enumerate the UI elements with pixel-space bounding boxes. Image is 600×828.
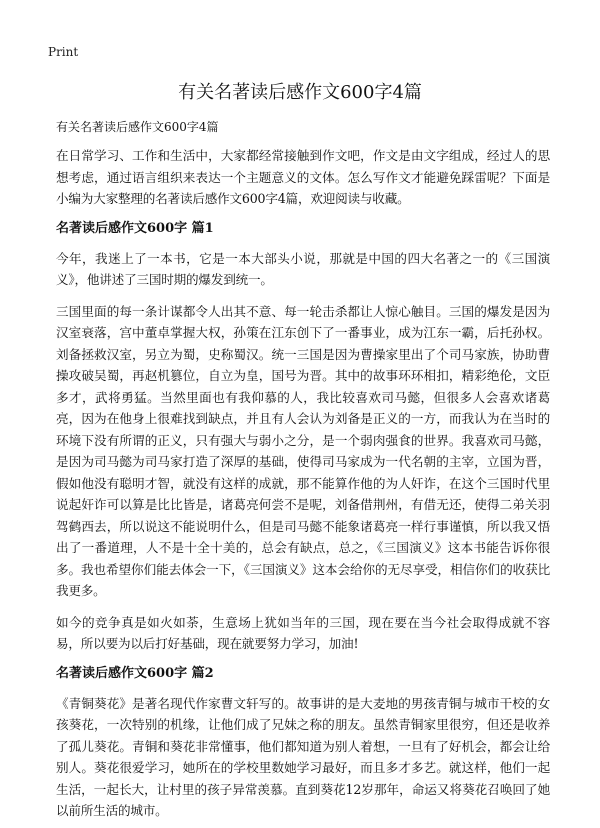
article-subtitle: 有关名著读后感作文600字4篇 bbox=[56, 120, 219, 134]
section-1-paragraph-2: 三国里面的每一条计谋都令人出其不意、每一轮击杀都让人惊心触目。三国的爆发是因为汉室衰落，宫中董卓掌握大权，孙策在江东创下了一番事业，成为江东一霸，后托孙权。刘备拯救汉室，另立为蜀，史称蜀汉。统一三国是因为曹操家里出了个司马家族，协助曹操攻破吴蜀，再赵机篡位，自立为皇，国号为晋。其中的故事环环相扣，精彩绝伦，文臣多才，武将勇猛。当然里面也有我仰慕的人，我比较喜欢司马懿，但很多人会喜欢诸葛亮，因为在他身上很难找到缺点，并且有人会认为刘备是正义的一方，而我认为在当时的环境下没有所谓的正义，只有强大与弱小之分，是一个弱肉强食的世界。我喜欢司马懿，是因为司马懿为司马家打造了深厚的基础，使得司马家成为一代名朝的主宰，立国为晋，假如他没有聪明才智，就没有这样的成就，那不能算作他的为人奸诈，在这个三国时代里说起奸诈可以算是比比皆是，诸葛亮何尝不是呢，刘备借荆州，有借无还，使得二弟关羽驾鹤西去，所以说这不能说明什么，但是司马懿不能象诸葛亮一样行事谨慎，所以我又悟出了一番道理，人不是十全十美的，总会有缺点，总之，《三国演义》这本书能告诉你很多。我也希望你们能去体会一下，《三国演义》这本会给你的无尽享受，相信你们的收获比我更多。 bbox=[56, 303, 550, 598]
intro-paragraph: 在日常学习、工作和生活中，大家都经常接触到作文吧，作文是由文字组成，经过人的思想考虑，通过语言组织来表达一个主题意义的文体。怎么写作文才能避免踩雷呢？下面是小编为大家整理的名著读后感作文600字4篇，欢迎阅读与收藏。 bbox=[56, 148, 550, 206]
print-link[interactable]: Print bbox=[48, 45, 79, 59]
article-body bbox=[56, 119, 550, 828]
section-heading-2: 名著读后感作文600字 篇2 bbox=[56, 665, 214, 681]
page-title: 有关名著读后感作文600字4篇 bbox=[178, 82, 422, 103]
section-1-paragraph-1: 今年，我迷上了一本书，它是一本大部头小说，那就是中国的四大名著之一的《三国演义》，他讲述了三国时期的爆发到统一。 bbox=[56, 250, 550, 287]
section-2-paragraph-1: 《青铜葵花》是著名现代作家曹文轩写的。故事讲的是大麦地的男孩青铜与城市干校的女孩葵花，一次特别的机缘，让他们成了兄妹之称的朋友。虽然青铜家里很穷，但还是收养了孤儿葵花。青铜和葵花非常懂事，他们都知道为别人着想，一旦有了好机会，都会让给别人。葵花很爱学习，她所在的学校里数她学习最好，而且多才多艺。就这样，他们一起生活，一起长大，让村里的孩子异常羡慕。直到葵花12岁那年，命运又将葵花召唤回了她以前所生活的城市。 bbox=[56, 695, 550, 818]
section-1-paragraph-3: 如今的竞争真是如火如荼，生意场上犹如当年的三国，现在要在当今社会取得成就不容易，所以要为以后打好基础，现在就要努力学习，加油! bbox=[56, 614, 550, 651]
section-heading-1: 名著读后感作文600字 篇1 bbox=[56, 220, 214, 236]
